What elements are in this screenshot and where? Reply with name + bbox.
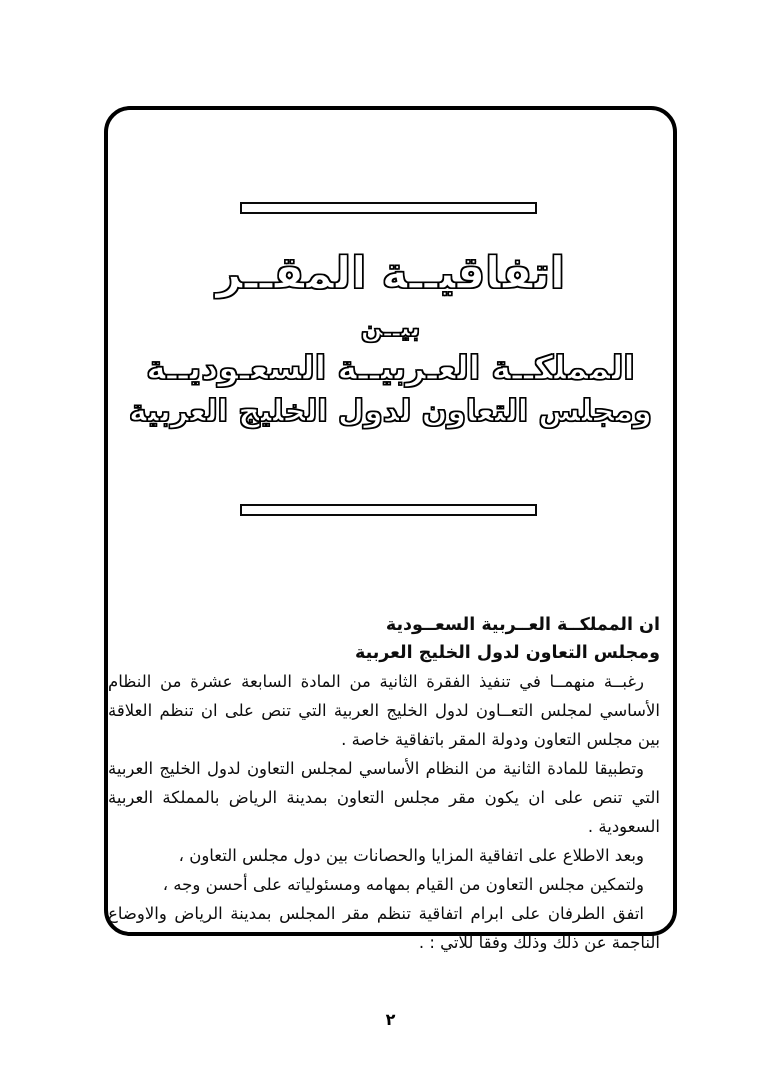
page-number: ٢ (385, 1010, 396, 1029)
cover-between-label: بيــن (360, 313, 421, 342)
preamble-heading-gcc: ومجلس التعاون لدول الخليج العربية (354, 643, 660, 663)
preamble-heading-kingdom: ان المملكــة العــربية السعــودية (385, 615, 660, 635)
cover-party-gcc: ومجلس التعاون لدول الخليج العربية (129, 394, 652, 429)
cover-party-kingdom: المملكــة العـربيــة السعـوديــة (146, 348, 635, 387)
preamble-paragraph: وبعد الاطلاع على اتفاقية المزايا والحصانات بين دول مجلس التعاون ، (178, 846, 644, 865)
preamble-paragraph: وتطبيقا للمادة الثانية من النظام الأساسي لمجلس التعاون لدول الخليج العربية التي تنص على ان يكون مقر مجلس التعاون بمدينة الرياض بالمملكة العربية السعودية . (108, 759, 660, 836)
preamble-paragraph: ولتمكين مجلس التعاون من القيام بمهامه ومسئولياته على أحسن وجه ، (162, 875, 644, 894)
preamble-paragraph: رغبــة منهمــا في تنفيذ الفقرة الثانية من المادة السابعة عشرة من النظام الأساسي لمجلس التعــاون لدول الخليج العربية التي تنص على ان تنظم العلاقة بين مجلس التعاون ودولة المقر باتفاقية خاصة . (108, 672, 660, 749)
decorative-bar-top (240, 202, 537, 214)
preamble-text-block (108, 611, 660, 957)
preamble-paragraph: اتفق الطرفان على ابرام اتفاقية تنظم مقر المجلس بمدينة الرياض والاوضاع الناجمة عن ذلك وذلك وفقا للآتي : . (108, 904, 660, 952)
cover-title: اتفاقيــة المقــر (216, 248, 565, 299)
decorative-bar-bottom (240, 504, 537, 516)
